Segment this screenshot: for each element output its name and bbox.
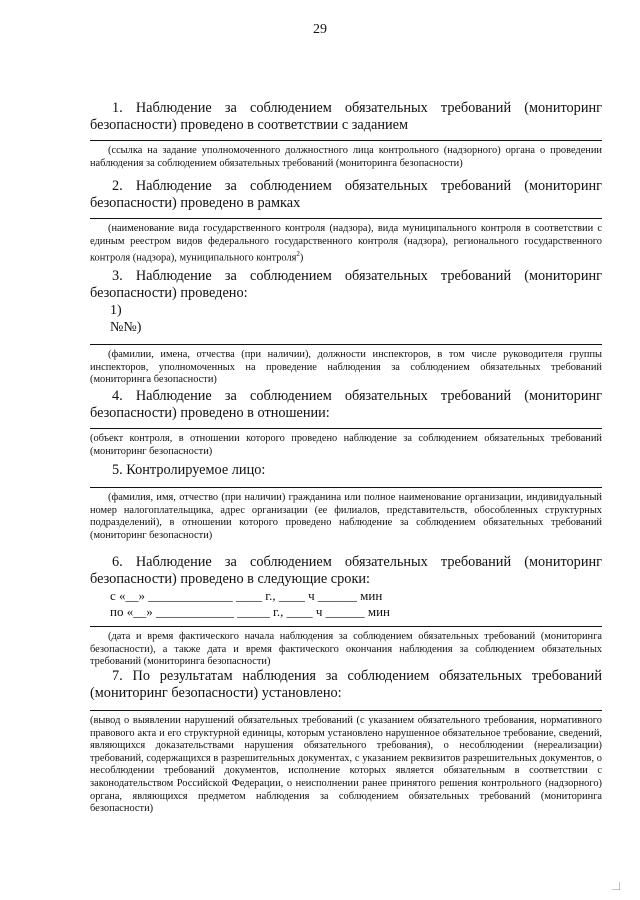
fill-line [90,487,602,488]
footnote-ref: 2 [296,250,300,259]
section-1 [90,100,602,170]
section-3-item-2: №№) [110,320,142,335]
page-number: 29 [313,22,327,37]
fill-line [90,218,602,219]
section-4-heading: 4. Наблюдение за соблюдением обязательных требований (мониторинг безопасности) проведено в отношении: [90,388,602,421]
fill-line [90,710,602,711]
section-5-heading: 5. Контролируемое лицо: [112,462,266,478]
section-2 [90,178,602,265]
section-6-heading: 6. Наблюдение за соблюдением обязательных требований (мониторинг безопасности) проведено в следующие сроки: [90,554,602,587]
section-3-item-1: 1) [110,303,122,318]
section-3-heading: 3. Наблюдение за соблюдением обязательных требований (мониторинг безопасности) проведено: [90,268,602,301]
section-7-heading: 7. По результатам наблюдения за соблюдением обязательных требований (мониторинг безопасности) установлено: [90,668,602,701]
section-7 [90,668,602,816]
section-5 [90,462,602,542]
fill-line [90,626,602,627]
scan-corner-mark [612,882,620,890]
section-6-note: (дата и время фактического начала наблюдения за соблюдением обязательных требований (мониторинга безопасности), а также дата и время фактического окончания наблюдения за соблюдением обязательных требований (мониторинга безопасности) [90,631,602,668]
section-1-heading: 1. Наблюдение за соблюдением обязательных требований (мониторинг безопасности) проведено в соответствии с заданием [90,100,602,133]
section-2-note-end: ) [299,252,304,264]
section-2-note [90,223,602,265]
section-5-note: (фамилия, имя, отчество (при наличии) гражданина или полное наименование организации, индивидуальный номер налогоплательщика, адрес организации (ее филиалов, представительств, обособленных структурных подразделений), в отношении которого проведено наблюдение за соблюдением обязательных требований (мониторинг безопасности) [90,492,602,541]
section-3 [90,268,602,387]
section-2-heading: 2. Наблюдение за соблюдением обязательных требований (мониторинг безопасности) проведено в рамках [90,178,602,211]
section-2-note-text: (наименование вида государственного контроля (надзора), вида муниципального контроля в соответствии с единым реестром видов федерального государственного контроля (надзора), регионального государственного контроля (надзора), муниципального контроля [90,223,602,264]
date-from-line: с «__» _____________ ____ г., ____ ч ______ мин [110,588,383,603]
section-4 [90,388,602,458]
section-3-note: (фамилии, имена, отчества (при наличии), должности инспекторов, в том числе руководителя группы инспекторов, уполномоченных на проведение наблюдения за соблюдением обязательных требований (мониторинга безопасности) [90,349,602,386]
fill-line [90,428,602,429]
section-6 [90,554,602,669]
fill-line [90,140,602,141]
date-to-line: по «__» ____________ _____ г., ____ ч ______ мин [110,604,391,619]
fill-line [90,344,602,345]
section-1-note: (ссылка на задание уполномоченного должностного лица контрольного (надзорного) органа о проведении наблюдения за соблюдением обязательных требований (мониторинга безопасности) [90,145,602,169]
section-4-note: (объект контроля, в отношении которого проведено наблюдение за соблюдением обязательных требований (мониторинг безопасности) [90,433,602,457]
section-7-note: (вывод о выявлении нарушений обязательных требований (с указанием обязательного требования, нормативного правового акта и его структурной единицы, которым установлено нарушенное обязательное требование, сведений, являющихся доказательствами нарушения обязательного требования), о несоблюдении (нереализации) требований, содержащихся в разрешительных документах, с указанием реквизитов разрешительных документов, о несоблюдении требований документов, исполнение которых является обязательным в соответствии с законодательством Российской Федерации, о неисполнении ранее принятого решения контрольного (надзорного) органа, являющихся предметом наблюдения за соблюдением обязательных требований (мониторинга безопасности) [90,715,602,815]
